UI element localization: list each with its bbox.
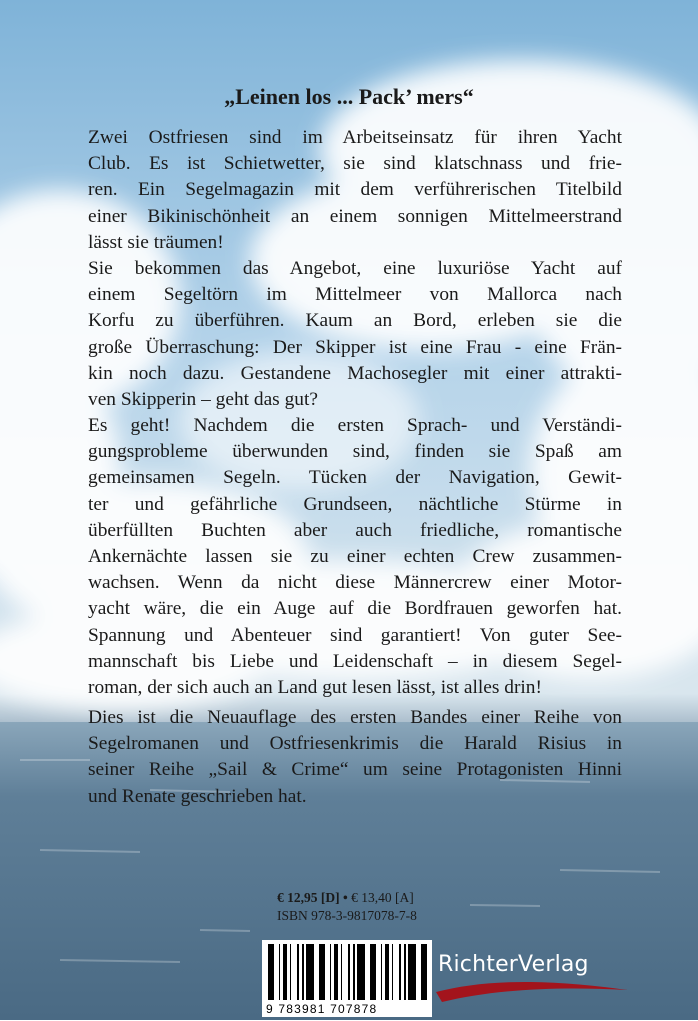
description-text — [88, 125, 622, 701]
barcode-bar — [319, 944, 322, 1000]
barcode-bar — [271, 944, 274, 1000]
barcode-digits: 9 783981 707878 — [266, 1002, 378, 1016]
barcode-bar — [392, 944, 393, 1000]
barcode-bar — [286, 944, 287, 1000]
barcode-bar — [411, 944, 413, 1000]
barcode-bar — [302, 944, 304, 1000]
text-line: gemeinsamen Segeln. Tücken der Navigation, Gewit- — [88, 467, 622, 489]
text-line: Segelromanen und Ostfriesenkrimis die Harald Risius in — [88, 733, 622, 755]
barcode-bar — [408, 944, 411, 1000]
publisher-swoosh-icon — [432, 978, 632, 1004]
isbn-text: ISBN 978-3-9817078-7-8 — [277, 908, 417, 923]
publisher-logo: RichterVerlag — [438, 952, 589, 977]
series-note-text — [88, 705, 622, 810]
text-line: gungsprobleme überwunden sind, finden sie Spaß am — [88, 441, 622, 463]
text-line: yacht wäre, die ein Auge auf die Bordfrauen geworfen hat. — [88, 598, 622, 620]
barcode-bar — [360, 944, 362, 1000]
barcode-bar — [399, 944, 401, 1000]
text-line: einer Bikinischönheit an einem sonnigen Mittelmeerstrand — [88, 205, 622, 227]
barcode-bar — [311, 944, 314, 1000]
barcode-bars — [262, 940, 432, 1017]
barcode-bar — [297, 944, 299, 1000]
price-at: € 13,40 [A] — [351, 890, 414, 905]
text-line: ren. Ein Segelmagazin mit dem verführerischen Titelbild — [88, 179, 622, 201]
text-line: seiner Reihe „Sail & Crime“ um seine Protagonisten Hinni — [88, 759, 622, 781]
price-de: € 12,95 [D] — [277, 890, 340, 905]
text-line: große Überraschung: Der Skipper ist eine Frau - eine Frän- — [88, 336, 622, 358]
text-line: Ankernächte lassen sie zu einer echten Crew zusammen- — [88, 546, 622, 567]
barcode-bar — [337, 944, 338, 1000]
barcode-bar — [404, 944, 406, 1000]
text-line: ter und gefährliche Grundseen, nächtliche Stürme in — [88, 493, 622, 515]
barcode-bar — [341, 944, 342, 1000]
text-line: roman, der sich auch an Land gut lesen lässt, ist alles drin! — [88, 676, 542, 698]
barcode-bar — [322, 944, 325, 1000]
barcode-bar — [388, 944, 389, 1000]
text-line: überfüllten Buchten aber auch friedliche, romantische — [88, 519, 622, 541]
text-line: kin noch dazu. Gestandene Machosegler mit einer attrakti- — [88, 362, 622, 384]
barcode-bar — [357, 944, 360, 1000]
barcode-bar — [330, 944, 331, 1000]
barcode-bar — [424, 944, 427, 1000]
price-info — [277, 889, 417, 925]
barcode-bar — [348, 944, 350, 1000]
text-line: einem Segeltörn im Mittelmeer von Mallorca nach — [88, 284, 622, 306]
barcode-bar — [362, 944, 365, 1000]
back-cover-title: „Leinen los ... Pack’ mers“ — [224, 84, 474, 109]
text-line: Es geht! Nachdem die ersten Sprach- und Verständi- — [88, 415, 622, 437]
text-line: lässt sie träumen! — [88, 231, 224, 253]
text-line: Dies ist die Neuauflage des ersten Bandes einer Reihe von — [88, 707, 622, 728]
isbn-barcode — [262, 940, 432, 1017]
barcode-bar — [385, 944, 388, 1000]
barcode-bar — [279, 944, 280, 1000]
text-line: Sie bekommen das Angebot, eine luxuriöse Yacht auf — [88, 257, 622, 279]
text-line: ven Skipperin – geht das gut? — [88, 388, 318, 410]
barcode-bar — [334, 944, 337, 1000]
text-line: und Renate geschrieben hat. — [88, 785, 307, 807]
text-line: Zwei Ostfriesen sind im Arbeitseinsatz für ihren Yacht — [88, 127, 622, 148]
barcode-bar — [306, 944, 309, 1000]
text-line: Spannung und Abenteuer sind garantiert! Von guter See- — [88, 624, 622, 646]
text-line: Korfu zu überführen. Kaum an Bord, erleben sie die — [88, 310, 622, 332]
barcode-bar — [373, 944, 376, 1000]
barcode-bar — [381, 944, 382, 1000]
barcode-bar — [353, 944, 355, 1000]
barcode-bar — [421, 944, 424, 1000]
barcode-bar — [283, 944, 286, 1000]
text-line: Club. Es ist Schietwetter, sie sind klatschnass und frie- — [88, 153, 622, 175]
price-separator: • — [343, 890, 348, 905]
barcode-bar — [268, 944, 271, 1000]
barcode-bar — [309, 944, 311, 1000]
barcode-bar — [290, 944, 291, 1000]
barcode-bar — [413, 944, 416, 1000]
barcode-bar — [370, 944, 373, 1000]
text-line: wachsen. Wenn da nicht diese Männercrew einer Motor- — [88, 572, 622, 594]
text-line: mannschaft bis Liebe und Leidenschaft – in diesem Segel- — [88, 650, 622, 672]
